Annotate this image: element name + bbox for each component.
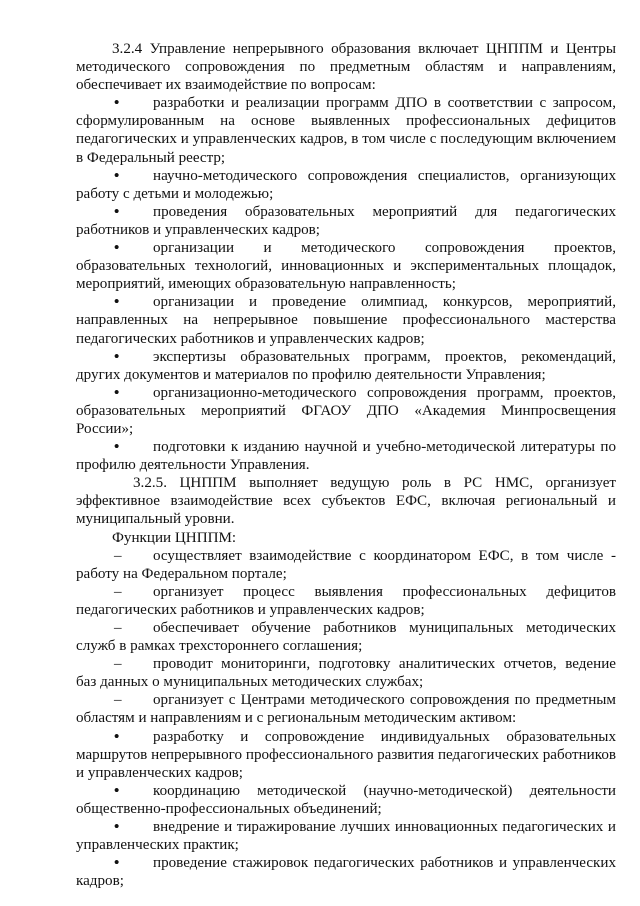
dash-list-item xyxy=(76,583,616,619)
list-item-text: научно-методического сопровождения специалистов, организующих работу с детьми и молодежью; xyxy=(76,167,616,202)
bullet-list-item xyxy=(76,384,616,438)
dash-marker: – xyxy=(114,583,122,600)
bullet-marker: • xyxy=(114,782,120,799)
list-item-text: подготовки к изданию научной и учебно-методической литературы по профилю деятельности Управления. xyxy=(76,439,616,474)
bullet-list-item xyxy=(76,854,616,890)
dash-marker: – xyxy=(114,656,122,673)
list-item-text: проведения образовательных мероприятий для педагогических работников и управленческих кадров; xyxy=(76,203,616,238)
paragraph: Функции ЦНППМ: xyxy=(112,529,237,546)
bullet-marker: • xyxy=(114,240,120,257)
bullet-marker: • xyxy=(114,819,120,836)
dash-list-item xyxy=(76,547,616,583)
dash-marker: – xyxy=(114,620,122,636)
list-item-text: организации и методического сопровождения проектов, образовательных технологий, инновационных и экспериментальных площадок, мероприятий, имеющих образовательную направленность; xyxy=(76,240,616,293)
bullet-list-item xyxy=(76,728,616,782)
dash-marker: – xyxy=(114,692,122,709)
bullet-list-item xyxy=(76,348,616,384)
bullet-marker: • xyxy=(114,384,120,401)
bullet-marker: • xyxy=(114,855,120,872)
list-item-text: организует с Центрами методического сопровождения по предметным областям и направлениям и с региональным методическим активом: xyxy=(76,692,616,727)
dash-list-item xyxy=(76,619,616,655)
list-item-text: внедрение и тиражирование лучших инновационных педагогических и управленческих практик; xyxy=(76,819,616,854)
list-item-text: координацию методической (научно-методической) деятельности общественно-профессиональных объединений; xyxy=(76,782,616,817)
list-item-text: проводит мониторинги, подготовку аналитических отчетов, ведение баз данных о муниципальных методических службах; xyxy=(76,656,616,691)
bullet-marker: • xyxy=(114,203,120,220)
bullet-list-item xyxy=(76,818,616,854)
list-item-text: разработку и сопровождение индивидуальных образовательных маршрутов непрерывного профессионального развития педагогических работников и управленческих кадров; xyxy=(76,728,616,781)
bullet-list-item xyxy=(76,782,616,818)
bullet-marker: • xyxy=(114,348,120,365)
list-item-text: осуществляет взаимодействие с координатором ЕФС, в том числе - работу на Федеральном портале; xyxy=(76,547,616,582)
bullet-marker: • xyxy=(114,728,120,745)
dash-list-item xyxy=(76,691,616,727)
document-page xyxy=(76,40,616,890)
bullet-marker: • xyxy=(114,439,120,456)
bullet-list-item xyxy=(76,94,616,166)
bullet-marker: • xyxy=(114,167,120,184)
bullet-list-item xyxy=(76,293,616,347)
list-item-text: обеспечивает обучение работников муниципальных методических служб в рамках трехстороннего соглашения; xyxy=(76,620,616,655)
dash-list-item xyxy=(76,655,616,691)
list-item-text: проведение стажировок педагогических работников и управленческих кадров; xyxy=(76,855,616,890)
list-item-text: организует процесс выявления профессиональных дефицитов педагогических работников и управленческих кадров; xyxy=(76,583,616,618)
bullet-list-item xyxy=(76,239,616,293)
paragraph: 3.2.5. ЦНППМ выполняет ведущую роль в РС НМС, организует эффективное взаимодействие всех субъектов ЕФС, включая региональный и муниципальный уровни. xyxy=(76,475,616,528)
dash-marker: – xyxy=(114,547,122,564)
bullet-marker: • xyxy=(114,294,120,311)
bullet-list-item xyxy=(76,167,616,203)
list-item-text: разработки и реализации программ ДПО в соответствии с запросом, сформулированным на основе выявленных профессиональных дефицитов педагогических и управленческих кадров, в том числе с последующим включением в Федеральный реестр; xyxy=(76,95,616,166)
list-item-text: организационно-методического сопровождения программ, проектов, образовательных мероприятий ФГАОУ ДПО «Академия Минпросвещения России»; xyxy=(76,384,616,437)
list-item-text: экспертизы образовательных программ, проектов, рекомендаций, других документов и материалов по профилю деятельности Управления; xyxy=(76,348,616,383)
paragraph: 3.2.4 Управление непрерывного образования включает ЦНППМ и Центры методического сопровождения по предметным областям и направлениям, обеспечивает их взаимодействие по вопросам: xyxy=(76,41,616,94)
bullet-list-item xyxy=(76,438,616,474)
bullet-marker: • xyxy=(114,95,120,112)
list-item-text: организации и проведение олимпиад, конкурсов, мероприятий, направленных на непрерывное повышение профессионального мастерства педагогических работников и управленческих кадров; xyxy=(76,294,616,347)
bullet-list-item xyxy=(76,203,616,239)
